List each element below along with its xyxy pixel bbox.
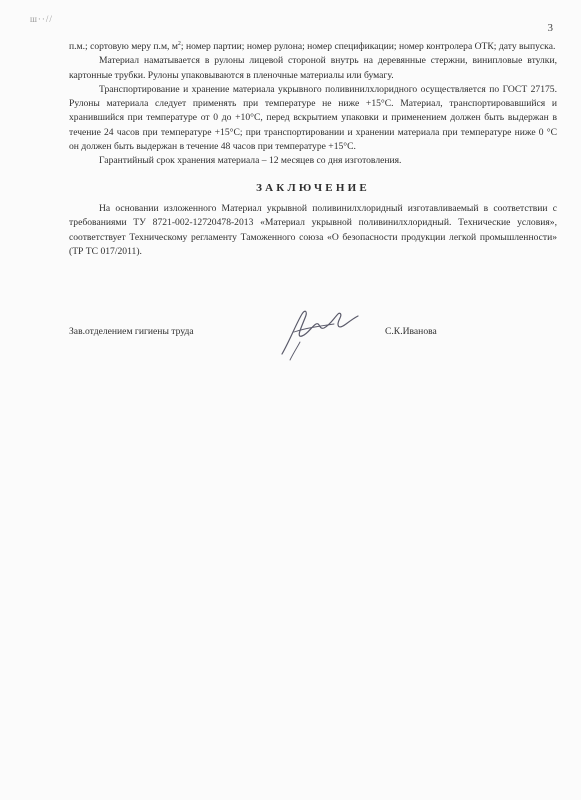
superscript-2: 2: [177, 40, 181, 47]
document-body: [69, 40, 557, 259]
signatory-title: Зав.отделением гигиены труда: [69, 326, 194, 337]
paragraph-marking-rest: ; номер партии; номер рулона; номер спецификации; номер контролера ОТК; дату выпуска.: [180, 41, 556, 52]
signatory-name: С.К.Иванова: [385, 326, 437, 337]
paragraph-marking-text: п.м.; сортовую меру п.м, м: [69, 41, 178, 52]
conclusion-text: На основании изложенного Материал укрывной поливинилхлоридный изготавливаемый в соответствии с требованиями ТУ 8721-002-12720478-2013 «Материал укрывной поливинилхлоридный. Технические условия», соответствует Техническому регламенту Таможенного союза «О безопасности продукции легкой промышленности» (ТР ТС 017/2011).: [69, 202, 557, 257]
paragraph-transport-storage: Транспортирование и хранение материала укрывного поливинилхлоридного осуществляется по ГОСТ 27175. Рулоны материала следует применять при температуре не ниже +15°С. Материал, транспортировавшийся и хранившийся при температуре от 0 до +10°С, перед вскрытием упаковки и применением должен быть выдержан в течение 24 часов при температуре +15°С; при транспортировании и хранении материала при температуре ниже 0 °С он должен быть выдержан в течение 48 часов при температуре +15°С.: [69, 83, 557, 153]
conclusion-heading: ЗАКЛЮЧЕНИЕ: [256, 181, 370, 194]
handwritten-signature: [272, 302, 364, 362]
paragraph-marking-continued: [69, 40, 557, 54]
paragraph-packaging: Материал наматывается в рулоны лицевой стороной внутрь на деревянные стержни, винипловые втулки, картонные трубки. Рулоны упаковываются в пленочные материалы или бумагу.: [69, 55, 557, 81]
page-number: 3: [547, 22, 553, 34]
corner-mark: ш··//: [30, 14, 53, 24]
paragraph-warranty: Гарантийный срок хранения материала – 12 месяцев со дня изготовления.: [99, 155, 402, 167]
